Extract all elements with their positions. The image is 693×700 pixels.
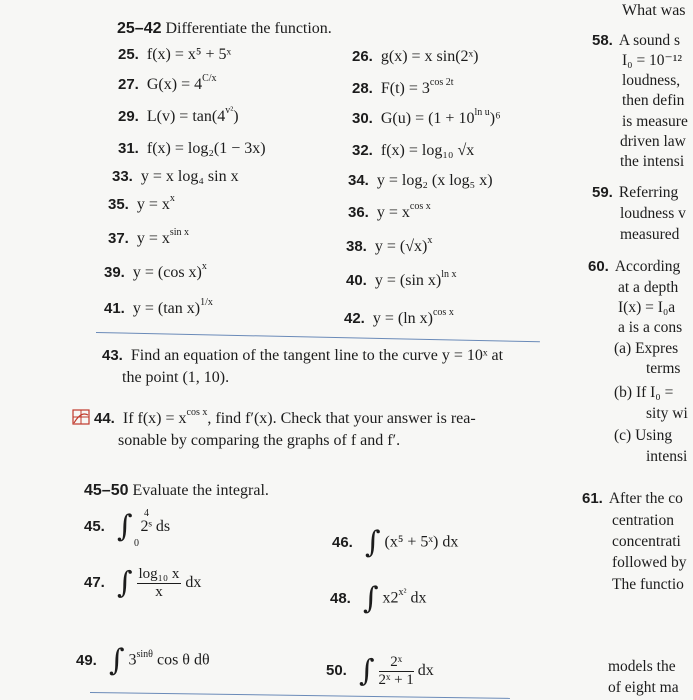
- problem-58: 58. A sound s: [592, 32, 681, 49]
- problem-58-line: is measure: [622, 113, 688, 130]
- problem-61: 61. After the co: [582, 490, 683, 507]
- integral-sign: ∫: [108, 643, 125, 678]
- fraction: $\frac{\text{log₁₀ x}}{x}$: [138, 566, 180, 600]
- problem-37: 37. $y = x^{sin x}$: [108, 227, 190, 247]
- problem-60-line: a is a cons: [618, 319, 683, 336]
- section-title: Differentiate the function.: [165, 20, 332, 37]
- section-heading-25-42: [117, 20, 332, 38]
- problem-45: 45. ∫ 4 0 2ˢ ds: [84, 508, 171, 549]
- problem-28: 28. $F(t) = 3^{cos 2t}$: [352, 77, 454, 97]
- problem-61-line: The functio: [612, 576, 684, 593]
- problem-60-line: intensi: [646, 448, 688, 465]
- problem-34: 34. y = log₂ (x log₅ x): [348, 172, 493, 189]
- problem-58-line: driven law: [620, 133, 686, 150]
- problem-60-line: (b) If I₀ =: [614, 384, 674, 401]
- problem-40: 40. y = (sin x)$^{ln x}$: [346, 269, 457, 289]
- problem-36: 36. $y = x^{cos x}$: [348, 201, 431, 221]
- problem-60-line: (a) Expres: [614, 340, 679, 357]
- problem-58-line: I₀ = 10⁻¹²: [622, 52, 683, 69]
- problem-49: 49. ∫ $3^{sin\theta}$ cos θ dθ: [76, 643, 210, 678]
- problem-60-line: terms: [646, 360, 681, 377]
- problem-33: 33. y = x log₄ sin x: [112, 168, 239, 185]
- problem-44-line2: sonable by comparing the graphs of f and f′.: [118, 432, 401, 449]
- section-range: 25–42: [117, 20, 162, 37]
- problem-43: 43. Find an equation of the tangent line to the curve y = 10ˣ at: [102, 347, 504, 364]
- graphing-icon: [72, 409, 90, 425]
- problem-44: 44. If $f(x) = x^{cos x}$, find f′(x). Check that your answer is rea-: [94, 407, 476, 427]
- problem-25: 25. f(x) = x⁵ + 5ˣ: [118, 46, 232, 63]
- problem-58-line: loudness,: [622, 72, 681, 89]
- problem-41: 41. y = (tan x)$^{1/x}$: [104, 297, 213, 317]
- problem-32: 32. f(x) = log₁₀ √x: [352, 142, 475, 159]
- problem-60-line: at a depth: [618, 279, 679, 296]
- right-bottom-line: models the: [608, 658, 676, 675]
- integral-sign: ∫: [116, 565, 133, 601]
- problem-38: 38. $y = (√x)^x$: [346, 235, 433, 255]
- problem-59-line: measured: [620, 226, 680, 243]
- fraction: $\frac{\text{2ˣ}}{\text{2ˣ + 1}}$: [378, 654, 414, 688]
- problem-31: 31. f(x) = log₂(1 − 3x): [118, 140, 266, 157]
- integral-sign: ∫: [358, 653, 375, 689]
- problem-61-line: followed by: [612, 554, 687, 571]
- problem-60-line: (c) Using: [614, 427, 673, 444]
- problem-35: 35. $y = x^x$: [108, 193, 175, 213]
- problem-60-line: I(x) = I₀a: [618, 299, 676, 316]
- problem-60-line: sity wi: [646, 405, 688, 422]
- problem-48: 48. ∫ $x2^{x^2}$ dx: [330, 581, 427, 616]
- problem-46: 46. ∫ (x⁵ + 5ˣ) dx: [332, 525, 459, 560]
- problem-59: 59. Referring: [592, 184, 679, 201]
- problem-43-line2: the point (1, 10).: [122, 369, 230, 386]
- problem-30: 30. $G(u) = (1 + 10^{ln u})^6$: [352, 107, 501, 127]
- header-right-text: What was: [622, 2, 686, 19]
- problem-29: 29. $L(v) = \tan(4^{v^2})$: [118, 105, 239, 125]
- problem-60: 60. According: [588, 258, 681, 275]
- problem-59-line: loudness v: [620, 205, 686, 222]
- integral-sign: ∫: [364, 525, 381, 560]
- problem-58-line: then defin: [622, 92, 685, 109]
- problem-26: 26. g(x) = x sin(2ˣ): [352, 48, 479, 65]
- section-range: 45–50: [84, 482, 129, 499]
- problem-27: 27. $G(x) = 4^{C/x}$: [118, 73, 217, 93]
- section-heading-45-50: [84, 482, 269, 500]
- problem-61-line: concentrati: [612, 533, 681, 550]
- problem-58-line: the intensi: [620, 153, 685, 170]
- problem-47: 47. ∫ $\frac{\text{log₁₀ x}}{x}$ dx: [84, 565, 202, 601]
- section-title: Evaluate the integral.: [132, 482, 269, 499]
- right-bottom-line: of eight ma: [608, 679, 679, 696]
- integral-sign: ∫: [362, 581, 379, 616]
- bottom-divider: [90, 692, 510, 699]
- problem-42: 42. y = (ln x)$^{cos x}$: [344, 307, 454, 327]
- integral-sign: ∫: [116, 509, 133, 544]
- section-divider: [96, 332, 540, 342]
- problem-61-line: centration: [612, 512, 674, 529]
- problem-50: 50. ∫ $\frac{\text{2ˣ}}{\text{2ˣ + 1}}$ dx: [326, 653, 434, 689]
- problem-39: 39. y = (cos x)$^x$: [104, 261, 207, 281]
